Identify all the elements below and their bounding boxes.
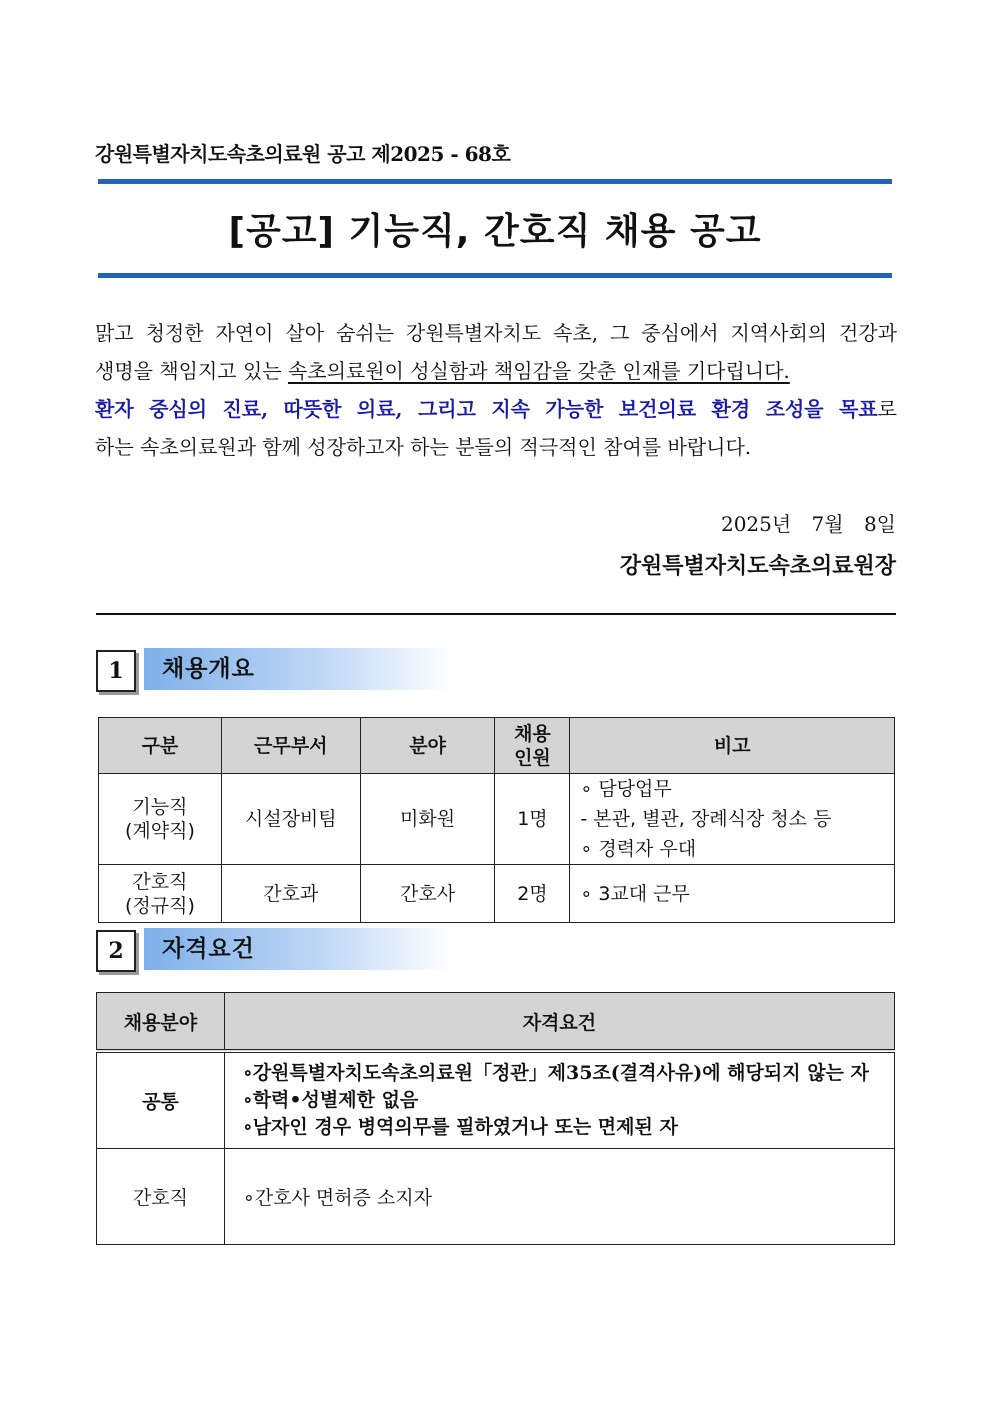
cell-dept: 시설장비팀 [221,774,360,865]
col-header-type: 구분 [99,718,222,774]
issuer: 강원특별자치도속초의료원장 [619,553,896,579]
notice-number: 강원특별자치도속초의료원 공고 제2025 - 68호 [95,142,511,166]
type-line-1: 간호직 [132,870,188,893]
col-header-dept: 근무부서 [221,718,360,774]
intro-line-2 [95,352,897,390]
cell-count: 1명 [495,774,570,865]
qualification-table [96,992,895,1245]
col-header-notes: 비고 [570,718,895,774]
table-row [97,1149,895,1245]
section-2-number: 2 [96,930,136,972]
cell-type [99,865,222,923]
requirement-line: ∘강원특별자치도속초의료원「정관」제35조(결격사유)에 해당되지 않는 자 [242,1062,869,1084]
section-1-label: 채용개요 [162,656,255,682]
cell-dept: 간호과 [221,865,360,923]
cell-type [99,774,222,865]
divider [96,613,896,615]
table-row [99,774,895,865]
intro-highlight-text: 환자 중심의 진료, 따뜻한 의료, 그리고 지속 가능한 보건의료 환경 조성을 목표 [95,397,878,421]
cell-field: 간호사 [360,865,495,923]
requirement-line: ∘남자인 경우 병역의무를 필하였거나 또는 면제된 자 [242,1116,678,1138]
note-line: ∘ 경력자 우대 [580,838,697,860]
table-row [99,865,895,923]
intro-line-1: 맑고 청정한 자연이 살아 숨쉬는 강원특별자치도 속초, 그 중심에서 지역사회의 건강과 [95,321,897,345]
table-header-row [97,993,895,1052]
table-header-row [99,718,895,774]
section-2-header [144,928,454,970]
cell-requirements [224,1149,894,1245]
cell-category: 공통 [97,1051,225,1149]
cell-notes [570,774,895,865]
cell-count: 2명 [495,865,570,923]
notice-date: 2025년 7월 8일 [720,512,896,536]
col-header-field: 분야 [360,718,495,774]
intro-line-2-text: 생명을 책임지고 있는 [95,359,288,383]
section-1-number: 1 [96,650,136,692]
requirement-line: ∘학력•성별제한 없음 [242,1089,419,1111]
recruitment-overview-table [98,717,895,923]
intro-line-3-tail: 로 [877,397,897,421]
section-1-header [144,648,454,690]
type-line-1: 기능직 [132,796,188,818]
intro-line-3 [95,390,897,428]
requirement-line: ∘간호사 면허증 소지자 [242,1187,433,1209]
title-top-rule [98,179,892,184]
cell-notes [570,865,895,923]
table-row [97,1051,895,1149]
cell-category: 간호직 [97,1149,225,1245]
type-line-2: (계약직) [124,820,195,842]
col-header-category: 채용분야 [97,993,225,1052]
intro-underlined-text: 속초의료원이 성실함과 책임감을 갖춘 인재를 기다립니다. [287,359,790,383]
col-header-requirements: 자격요건 [224,993,894,1052]
col-header-count: 채용 인원 [495,718,570,774]
note-line: - 본관, 별관, 장례식장 청소 등 [580,808,832,830]
note-line: ∘ 3교대 근무 [580,882,690,905]
intro-line-4: 하는 속초의료원과 함께 성장하고자 하는 분들의 적극적인 참여를 바랍니다. [95,435,752,459]
title-bottom-rule [98,273,892,278]
section-2-label: 자격요건 [162,936,255,962]
cell-field: 미화원 [360,774,495,865]
type-line-2: (정규직) [124,894,195,917]
page-title: [공고] 기능직, 간호직 채용 공고 [228,211,762,252]
note-line: ∘ 담당업무 [580,778,672,800]
cell-requirements [224,1051,894,1149]
